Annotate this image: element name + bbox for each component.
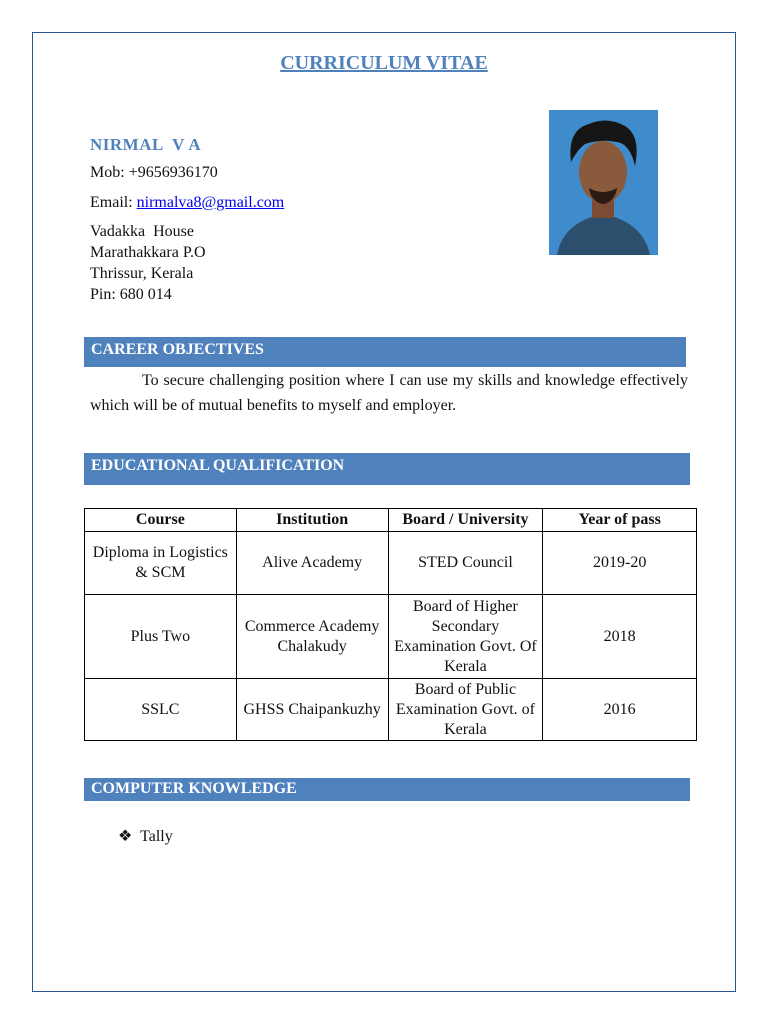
table-row	[85, 679, 697, 741]
address-line-4: Pin: 680 014	[90, 286, 172, 303]
cell-course: SSLC	[85, 679, 237, 741]
header-board: Board / University	[388, 509, 543, 532]
career-objectives-heading: CAREER OBJECTIVES	[84, 337, 686, 367]
cell-institution: Alive Academy	[236, 532, 388, 595]
education-table	[84, 508, 697, 741]
address-line-2: Marathakkara P.O	[90, 244, 206, 261]
cell-board: Board of Higher Secondary Examination Govt. Of Kerala	[388, 595, 543, 679]
candidate-name: NIRMAL V A	[90, 135, 202, 154]
table-row	[85, 532, 697, 595]
header-course: Course	[85, 509, 237, 532]
cell-course: Plus Two	[85, 595, 237, 679]
email-label: Email:	[90, 194, 137, 211]
cell-year: 2019-20	[543, 532, 697, 595]
cell-institution: Commerce Academy Chalakudy	[236, 595, 388, 679]
document-title: CURRICULUM VITAE	[280, 52, 488, 74]
cell-year: 2018	[543, 595, 697, 679]
cell-year: 2016	[543, 679, 697, 741]
cell-board: Board of Public Examination Govt. of Kerala	[388, 679, 543, 741]
table-row	[85, 595, 697, 679]
address-line-1: Vadakka House	[90, 223, 194, 240]
career-objective-text: To secure challenging position where I can use my skills and knowledge effectively which will be of mutual benefits to myself and employer.	[90, 372, 688, 414]
cell-course: Diploma in Logistics & SCM	[85, 532, 237, 595]
header-year: Year of pass	[543, 509, 697, 532]
header-institution: Institution	[236, 509, 388, 532]
diamond-bullet-icon: ❖	[118, 828, 133, 845]
profile-photo	[549, 110, 658, 255]
cell-board: STED Council	[388, 532, 543, 595]
educational-qualification-heading: EDUCATIONAL QUALIFICATION	[84, 453, 690, 485]
skill-list-item	[118, 826, 173, 846]
table-header-row	[85, 509, 697, 532]
address-line-3: Thrissur, Kerala	[90, 265, 194, 282]
skill-label: Tally	[140, 828, 173, 845]
email-link[interactable]: nirmalva8@gmail.com	[136, 194, 285, 211]
mobile-number: Mob: +9656936170	[90, 164, 218, 181]
email-line	[90, 194, 284, 212]
computer-knowledge-heading: COMPUTER KNOWLEDGE	[84, 778, 690, 801]
cell-institution: GHSS Chaipankuzhy	[236, 679, 388, 741]
